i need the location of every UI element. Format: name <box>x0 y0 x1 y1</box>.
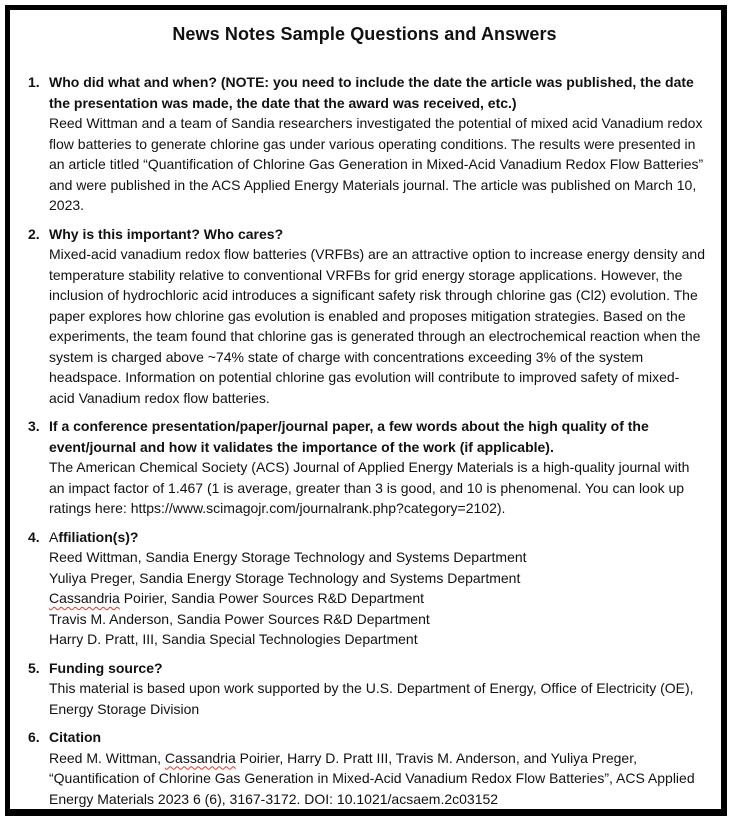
item-question <box>49 727 705 748</box>
text-segment: This material is based upon work supported by the U.S. Department of Energy, Office of Electricity (OE), Energy Storage Division <box>49 680 694 717</box>
text-segment: Mixed-acid vanadium redox flow batteries (VRFBs) are an attractive option to increase energy density and temperature stability relative to conventional VRFBs for grid energy storage applications. However, the inclusion of hydrochloric acid introduces a significant safety risk through chlorine gas (Cl2) evolution. The paper explores how chlorine gas evolution is enabled and proposes mitigation strategies. Based on the experiments, the team found that chlorine gas is generated through an electrochemical reaction when the system is charged above ~74% state of charge with concentrations exceeding 3% of the system headspace. Information on potential chlorine gas evolution will contribute to improved safety of mixed-acid Vanadium redox flow batteries. <box>49 246 705 406</box>
item-answer <box>49 113 705 216</box>
item-question <box>49 527 705 548</box>
document-content <box>10 10 721 809</box>
item-answer <box>49 629 705 650</box>
item-number: 1. <box>28 74 40 90</box>
item-answer <box>49 678 705 719</box>
item-answer <box>49 457 705 519</box>
page-title: News Notes Sample Questions and Answers <box>172 24 557 44</box>
text-segment: Citation <box>49 729 102 745</box>
qa-item <box>22 658 707 720</box>
item-body <box>49 527 707 650</box>
item-question <box>49 72 705 113</box>
item-answer <box>49 244 705 408</box>
item-number: 4. <box>28 528 40 545</box>
item-question <box>49 224 705 245</box>
text-segment: Reed M. Wittman, <box>49 749 165 766</box>
item-number: 5. <box>28 659 40 676</box>
item-body <box>49 416 707 519</box>
text-segment: Yuliya Preger, Sandia Energy Storage Technology and Systems Department <box>49 569 521 586</box>
item-number: 2. <box>28 225 40 242</box>
item-answer <box>49 748 705 810</box>
item-answer <box>49 547 705 568</box>
item-question <box>49 658 705 679</box>
item-body <box>49 72 707 216</box>
qa-item <box>22 224 707 409</box>
item-body <box>49 658 707 720</box>
text-segment: A <box>49 528 59 545</box>
text-segment: Funding source? <box>49 659 163 676</box>
item-answer <box>49 609 705 630</box>
text-segment: Poirier, Harry D. Pratt III, Travis M. Anderson, and Yuliya Preger, “Quantification of Chlorine Gas Generation in Mixed-Acid Vanadium Redox Flow Batteries”, ACS Applied Energy Materials 2023 6 (6), 3167-3172. DOI: 10.1021/acsaem.2c03152 <box>49 749 695 807</box>
text-segment: If a conference presentation/paper/journal paper, a few words about the high quality of the event/journal and how it validates the importance of the work (if applicable). <box>49 418 649 455</box>
text-segment: Poirier, Sandia Power Sources R&D Department <box>119 590 425 606</box>
item-answer <box>49 588 705 609</box>
item-answer <box>49 568 705 589</box>
qa-item <box>22 527 707 650</box>
text-segment: Reed Wittman, Sandia Energy Storage Technology and Systems Department <box>49 549 527 565</box>
document-page <box>5 5 727 816</box>
qa-item <box>22 727 707 809</box>
text-segment: ffiliation(s)? <box>58 528 139 545</box>
qa-item <box>22 416 707 519</box>
item-number: 3. <box>28 418 40 434</box>
text-segment: Why is this important? Who cares? <box>49 225 284 242</box>
text-segment: Reed Wittman and a team of Sandia researchers investigated the potential of mixed acid Vanadium redox flow batteries to generate chlorine gas under various operating conditions. The results were presented in an article titled “Quantification of Chlorine Gas Generation in Mixed-Acid Vanadium Redox Flow Batteries” and were published in the ACS Applied Energy Materials journal. The article was published on March 10, 2023. <box>49 115 704 213</box>
qa-item <box>22 72 707 216</box>
text-segment: The American Chemical Society (ACS) Journal of Applied Energy Materials is a high-quality journal with an impact factor of 1.467 (1 is average, greater than 3 is good, and 10 is phenomenal. You can look up ratings here: https://www.scimagojr.com/journalrank.php?category=2102). <box>49 459 690 516</box>
text-segment: Who did what and when? (NOTE: you need to include the date the article was published, the date the presentation was made, the date that the award was received, etc.) <box>49 74 694 111</box>
item-body <box>49 727 707 809</box>
item-question <box>49 416 705 457</box>
text-segment: Travis M. Anderson, Sandia Power Sources R&D Department <box>49 610 430 627</box>
misspelled-word: Cassandria <box>49 590 120 606</box>
qa-list <box>22 72 707 809</box>
item-body <box>49 224 707 409</box>
text-segment: Harry D. Pratt, III, Sandia Special Technologies Department <box>49 631 418 647</box>
misspelled-word: Cassandria <box>164 749 236 766</box>
item-number: 6. <box>28 729 40 745</box>
